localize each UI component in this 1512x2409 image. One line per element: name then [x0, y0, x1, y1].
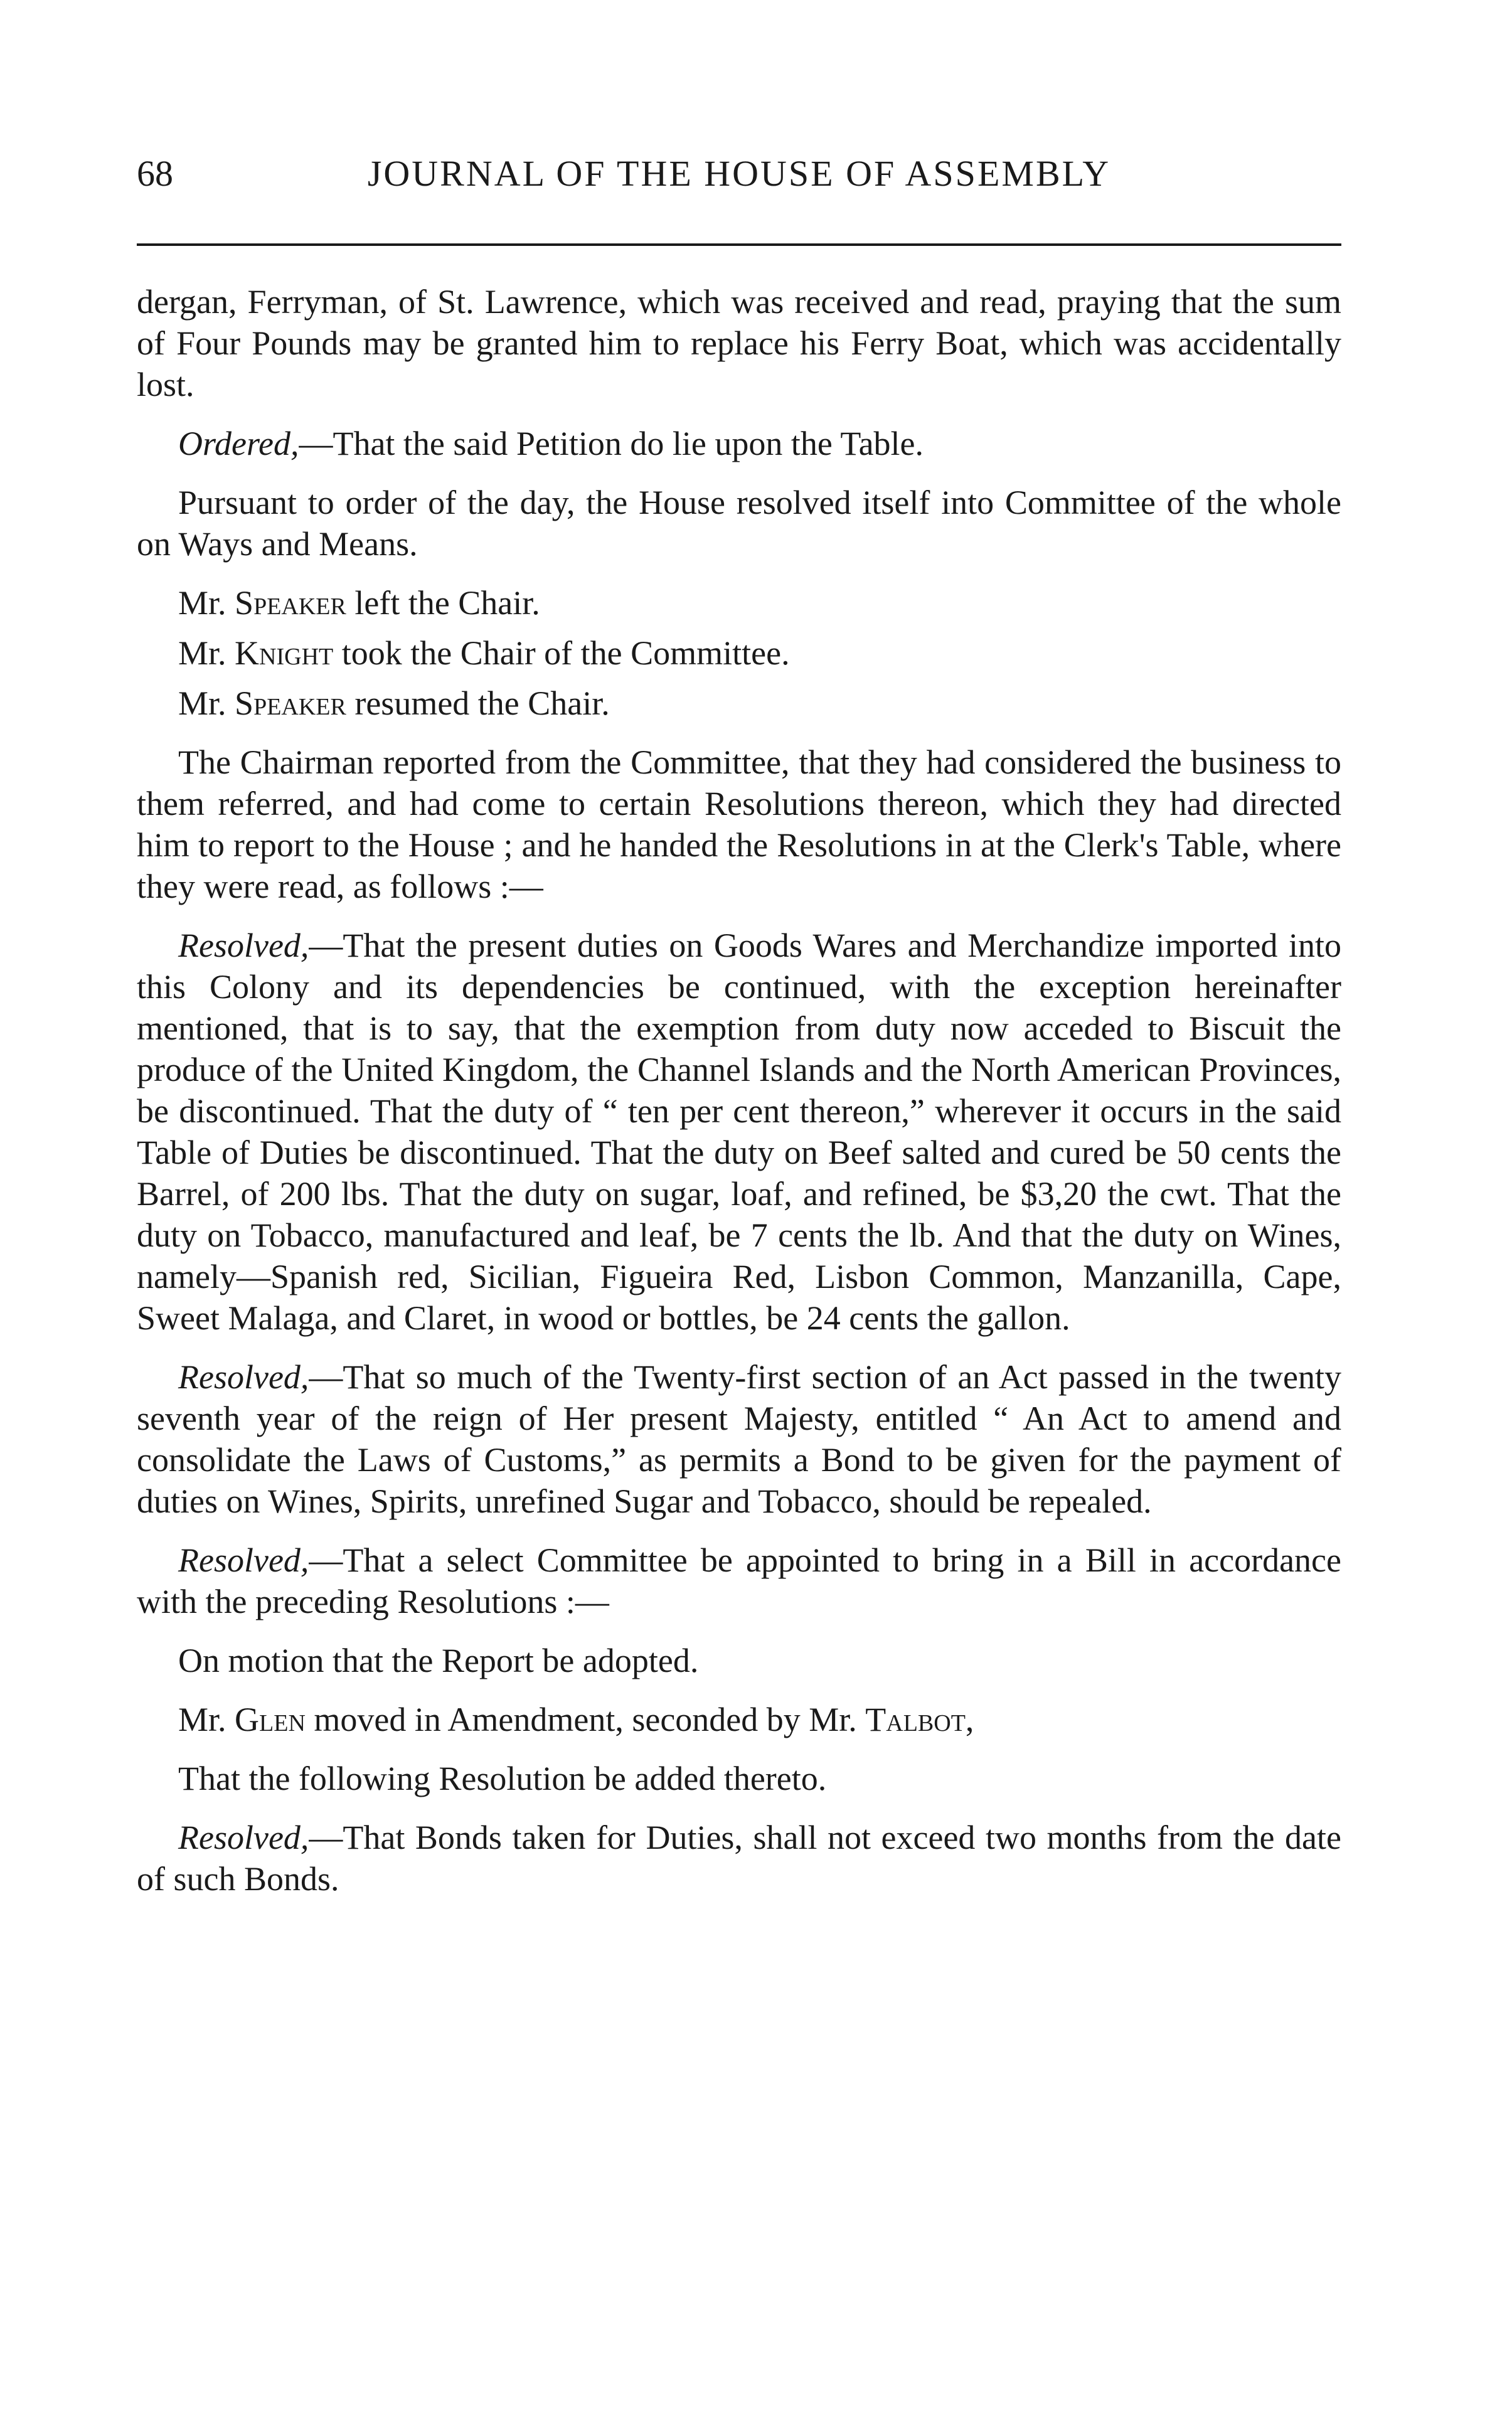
page-header	[137, 146, 1341, 202]
resolution-bonds-paragraph	[137, 1817, 1341, 1900]
committee-text: Pursuant to order of the day, the House resolved itself into Committee of the whole on Ways and Means.	[137, 484, 1341, 563]
knight-chair-line	[137, 632, 1341, 674]
resolution-duties-text: —That the present duties on Goods Wares and Merchandize imported into this Colony and its dependencies be continued, with the exception hereinafter mentioned, that is to say, that the exemption from duty now acceded to Biscuit the produce of the United Kingdom, the Channel Islands and the North American Provinces, be discontinued. That the duty of “ ten per cent thereon,” wherever it occurs in the said Table of Duties be discontinued. That the duty on Beef salted and cured be 50 cents the Barrel, of 200 lbs. That the duty on sugar, loaf, and refined, be $3,20 the cwt. That the duty on Tobacco, manufactured and leaf, be 7 cents the lb. And that the duty on Wines, namely—Spanish red, Sicilian, Figueira Red, Lisbon Common, Manzanilla, Cape, Sweet Malaga, and Claret, in wood or bottles, be 24 cents the gallon.	[137, 927, 1341, 1337]
motion-adopt-line	[137, 1640, 1341, 1681]
speaker-resumed-line	[137, 683, 1341, 724]
running-head: JOURNAL OF THE HOUSE OF ASSEMBLY	[367, 153, 1111, 194]
speaker-left-line	[137, 582, 1341, 624]
order-lead: Ordered,	[178, 425, 299, 462]
speaker-name: Speaker	[235, 584, 346, 622]
order-paragraph	[137, 423, 1341, 464]
resolution-bonds-act-paragraph	[137, 1356, 1341, 1522]
resolved-lead: Resolved,	[178, 1358, 309, 1396]
resolution-bonds-text: —That Bonds taken for Duties, shall not exceed two months from the date of such Bonds.	[137, 1819, 1341, 1898]
order-text: —That the said Petition do lie upon the Table.	[299, 425, 924, 462]
speaker-left-text: left the Chair.	[354, 584, 540, 622]
page-number: 68	[137, 153, 173, 194]
amendment-text: moved in Amendment, seconded by Mr.	[314, 1701, 857, 1738]
journal-body	[137, 281, 1341, 1917]
speaker-resumed-text: resumed the Chair.	[354, 684, 610, 722]
motion-adopt-text: On motion that the Report be adopted.	[178, 1642, 699, 1679]
glen-name: Glen	[235, 1701, 306, 1738]
petition-text: dergan, Ferryman, of St. Lawrence, which was received and read, praying that the sum of Four Pounds may be granted him to replace his Ferry Boat, which was accidentally lost.	[137, 283, 1341, 403]
mr-prefix: Mr.	[178, 584, 226, 622]
talbot-name: Talbot,	[865, 1701, 974, 1738]
resolved-lead: Resolved,	[178, 1819, 309, 1856]
resolved-lead: Resolved,	[178, 1541, 309, 1579]
speaker-name: Speaker	[235, 684, 346, 722]
header-rule	[137, 243, 1341, 246]
mr-prefix: Mr.	[178, 634, 226, 672]
resolved-lead: Resolved,	[178, 927, 309, 964]
petition-paragraph	[137, 281, 1341, 405]
committee-paragraph	[137, 482, 1341, 565]
chairman-report-paragraph	[137, 742, 1341, 907]
chairman-report-text: The Chairman reported from the Committee, that they had considered the business to them referred, and had come to certain Resolutions thereon, which they had directed him to report to the House ; and he handed the Resolutions in at the Clerk's Table, where they were read, as follows :—	[137, 743, 1341, 905]
knight-name: Knight	[235, 634, 334, 672]
following-resolution-line	[137, 1758, 1341, 1799]
resolution-committee-text: —That a select Committee be appointed to bring in a Bill in accordance with the preceding Resolutions :—	[137, 1541, 1341, 1620]
resolution-duties-paragraph	[137, 925, 1341, 1339]
resolution-bonds-act-text: —That so much of the Twenty-first section of an Act passed in the twenty seventh year of the reign of Her present Majesty, entitled “ An Act to amend and consolidate the Laws of Customs,” as permits a Bond to be given for the payment of duties on Wines, Spirits, unrefined Sugar and Tobacco, should be repealed.	[137, 1358, 1341, 1520]
mr-prefix: Mr.	[178, 1701, 226, 1738]
amendment-line	[137, 1699, 1341, 1740]
resolution-committee-paragraph	[137, 1540, 1341, 1622]
knight-chair-text: took the Chair of the Committee.	[341, 634, 790, 672]
mr-prefix: Mr.	[178, 684, 226, 722]
following-resolution-text: That the following Resolution be added thereto.	[178, 1760, 827, 1797]
